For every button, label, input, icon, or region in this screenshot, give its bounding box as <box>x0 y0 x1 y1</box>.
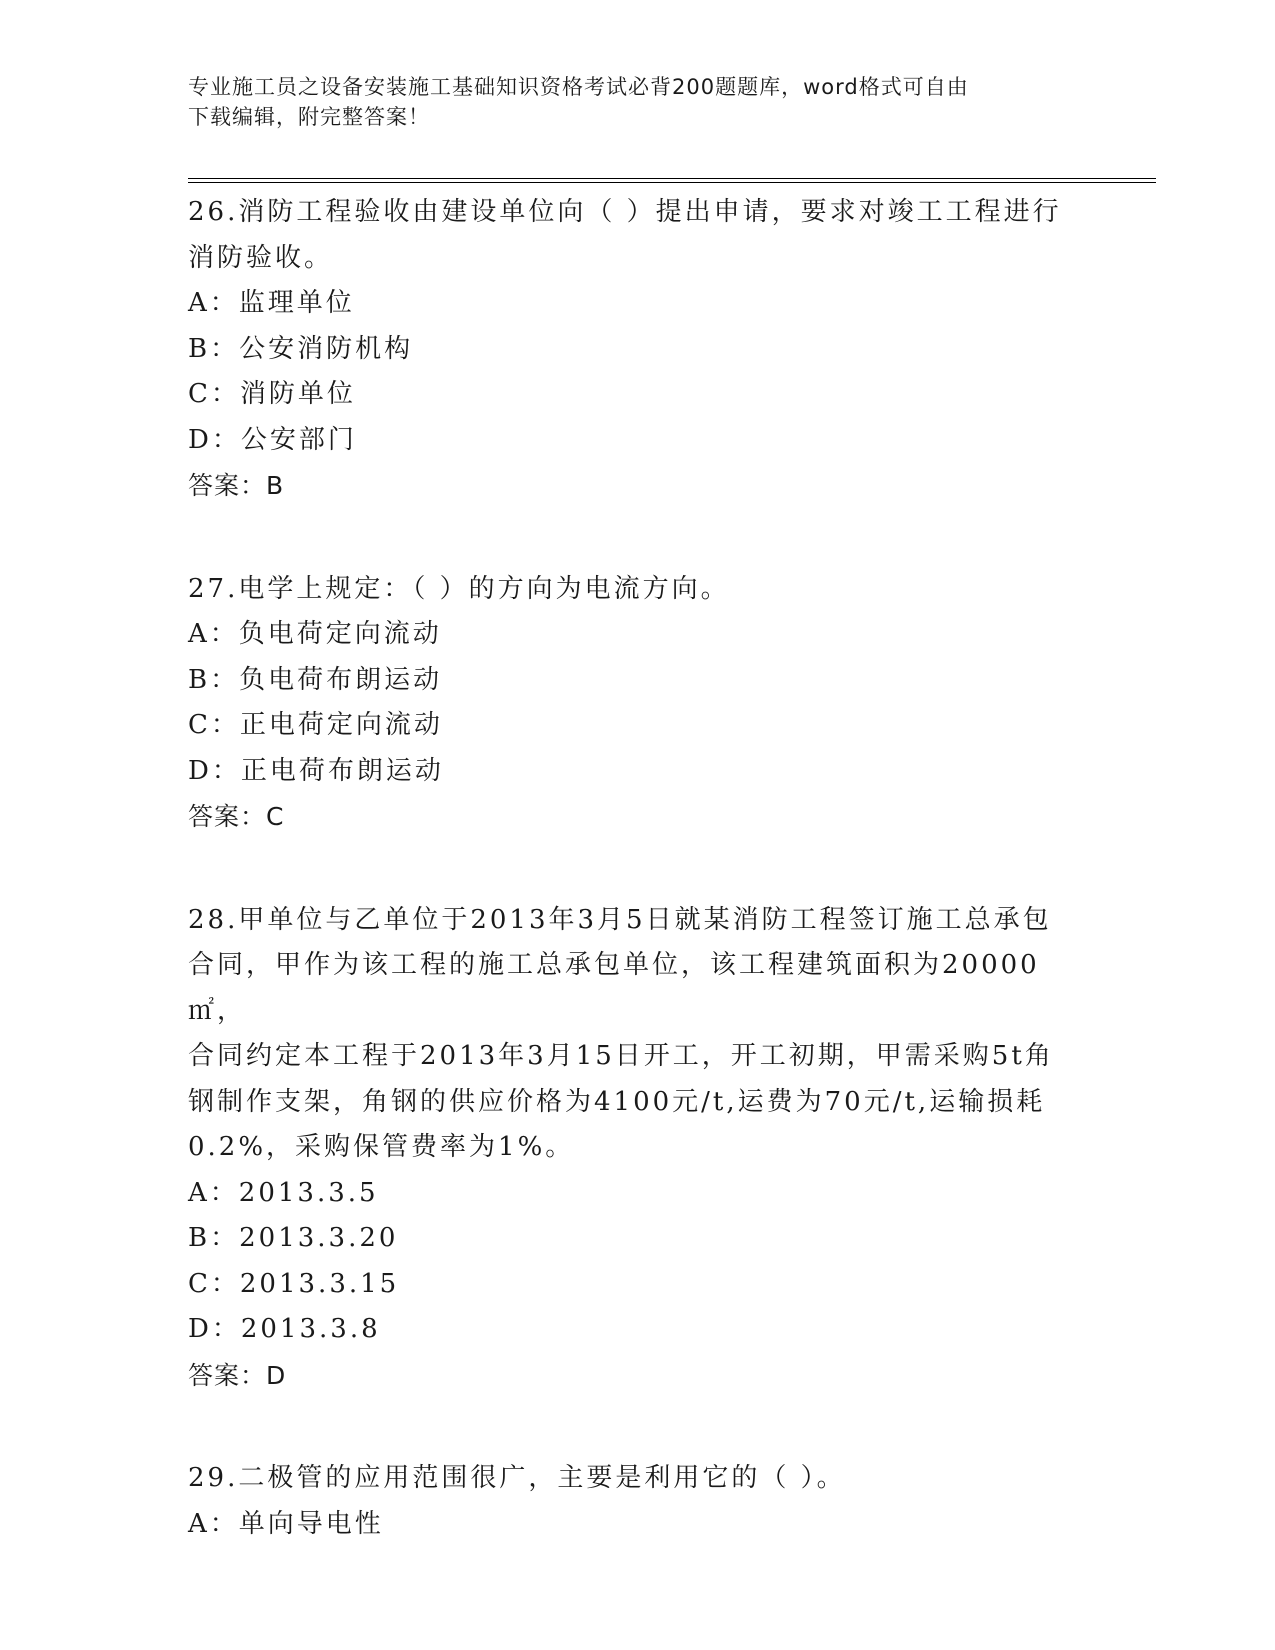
question-text: 26.消防工程验收由建设单位向（ ）提出申请，要求对竣工工程进行 <box>188 197 1062 227</box>
option-a: A：2013.3.5 <box>188 1177 379 1208</box>
question-text: 钢制作支架，角钢的供应价格为4100元/t,运费为70元/t,运输损耗 <box>188 1086 1046 1117</box>
question-text: 29.二极管的应用范围很广，主要是利用它的（ ）。 <box>188 1463 846 1493</box>
option-c: C：消防单位 <box>188 379 356 409</box>
answer-text: 答案：D <box>188 1360 287 1390</box>
question-29 <box>188 1456 1088 1547</box>
option-d: D：正电荷布朗运动 <box>188 755 444 786</box>
header-divider <box>188 178 1156 183</box>
question-27 <box>188 567 1088 840</box>
option-a: A：负电荷定向流动 <box>188 619 442 649</box>
option-b: B：2013.3.20 <box>188 1223 399 1253</box>
answer-text: 答案：B <box>188 471 285 500</box>
document-header <box>188 72 1088 132</box>
question-text: 0.2%，采购保管费率为1%。 <box>188 1132 575 1162</box>
option-c: C：正电荷定向流动 <box>188 710 443 740</box>
option-c: C：2013.3.15 <box>188 1268 400 1299</box>
question-26 <box>188 190 1088 509</box>
option-a: A：监理单位 <box>188 288 355 318</box>
header-line-1: 专业施工员之设备安装施工基础知识资格考试必背200题题库，word格式可自由 <box>188 75 969 99</box>
question-text: 消防验收。 <box>188 242 334 273</box>
option-b: B：负电荷布朗运动 <box>188 664 443 695</box>
question-text: 27.电学上规定：（ ）的方向为电流方向。 <box>188 573 730 604</box>
option-d: D：公安部门 <box>188 424 357 455</box>
option-b: B：公安消防机构 <box>188 333 414 364</box>
answer-text: 答案：C <box>188 802 285 831</box>
header-line-2: 下载编辑，附完整答案！ <box>188 105 430 129</box>
question-text: 合同，甲作为该工程的施工总承包单位，该工程建筑面积为20000㎡， <box>188 950 1040 1026</box>
question-28 <box>188 898 1088 1399</box>
question-text: 合同约定本工程于2013年3月15日开工，开工初期，甲需采购5t角 <box>188 1041 1054 1071</box>
option-a: A：单向导电性 <box>188 1508 384 1539</box>
question-list <box>188 190 1088 1605</box>
question-text: 28.甲单位与乙单位于2013年3月5日就某消防工程签订施工总承包 <box>188 904 1052 935</box>
option-d: D：2013.3.8 <box>188 1314 381 1344</box>
